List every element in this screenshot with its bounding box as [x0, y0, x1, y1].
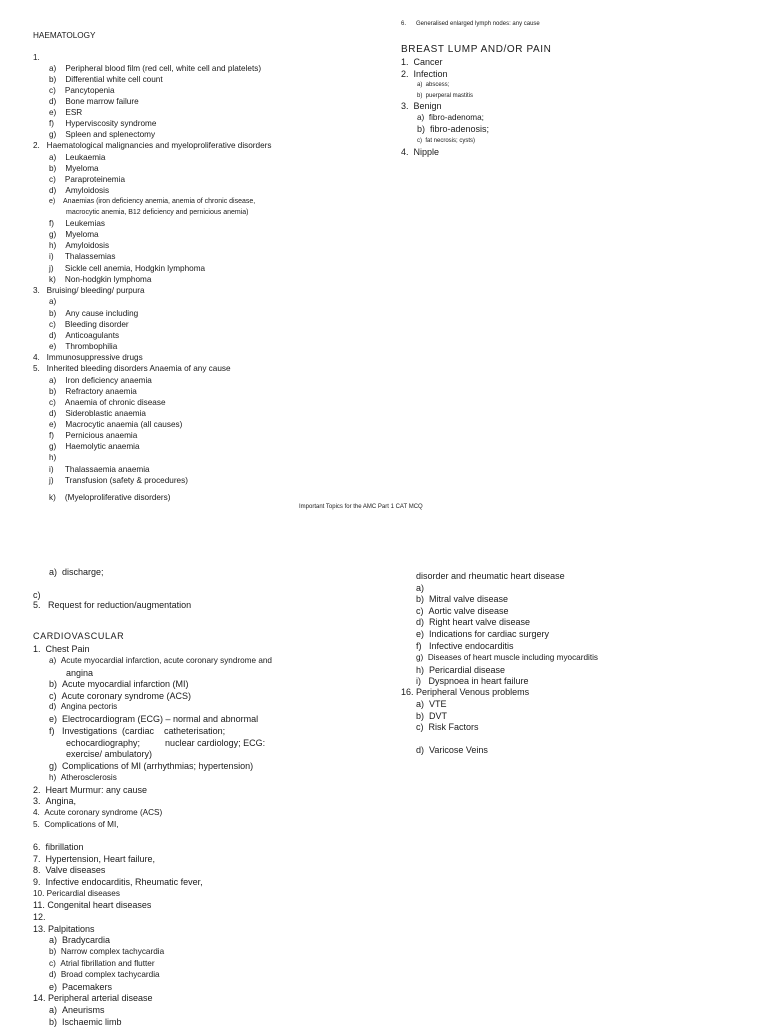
list-item: 14. Peripheral arterial disease: [33, 993, 153, 1003]
list-item: 13. Palpitations: [33, 924, 95, 934]
list-item: e) ESR: [49, 108, 83, 117]
list-item: 9. Infective endocarditis, Rheumatic fever,: [33, 877, 203, 887]
list-item: k) (Myeloproliferative disorders): [49, 493, 171, 502]
list-item: c) Aortic valve disease: [416, 606, 509, 616]
list-item: 16. Peripheral Venous problems: [401, 687, 530, 697]
list-item: e) Macrocytic anaemia (all causes): [49, 420, 183, 429]
list-item: e) Electrocardiogram (ECG) – normal and abnormal: [49, 714, 259, 724]
list-item: f) Investigations (cardiac catheterisation;: [49, 726, 226, 736]
list-item: 3. Bruising/ bleeding/ purpura: [33, 286, 145, 295]
list-item: h) Atherosclerosis: [49, 773, 117, 782]
list-item: f) Infective endocarditis: [416, 641, 514, 651]
list-item: a) fibro-adenoma;: [417, 113, 484, 122]
list-item: d) Sideroblastic anaemia: [49, 409, 146, 418]
list-item: d) Angina pectoris: [49, 702, 118, 711]
list-item: 3. Angina,: [33, 796, 77, 806]
list-item: h): [49, 453, 57, 462]
list-item: a) Bradycardia: [49, 935, 111, 945]
list-item: 5. Inherited bleeding disorders Anaemia of any cause: [33, 364, 231, 373]
list-item: c) Risk Factors: [416, 722, 479, 732]
list-item: h) Pericardial disease: [416, 665, 506, 675]
list-item: j) Transfusion (safety & procedures): [49, 476, 188, 485]
list-item: d) Varicose Veins: [416, 745, 488, 755]
list-item: b) Differential white cell count: [49, 75, 163, 84]
lymph-nodes-note: 6. Generalised enlarged lymph nodes: any cause: [401, 21, 540, 27]
list-item: CARDIOVASCULAR: [33, 631, 125, 641]
list-item: 1. Chest Pain: [33, 644, 90, 654]
list-item: 1. Cancer: [401, 57, 443, 67]
list-item: 4. Immunosuppressive drugs: [33, 353, 143, 362]
list-item: 2. Infection: [401, 69, 448, 79]
list-item: 5. Request for reduction/augmentation: [33, 600, 192, 610]
list-item: b) Mitral valve disease: [416, 594, 509, 604]
list-item: a) Iron deficiency anaemia: [49, 376, 152, 385]
list-item: i) Thalassaemia anaemia: [49, 465, 150, 474]
list-item: c) Atrial fibrillation and flutter: [49, 959, 155, 968]
list-item: c) Pancytopenia: [49, 86, 115, 95]
list-item: i) Dyspnoea in heart failure: [416, 676, 529, 686]
list-item: echocardiography; nuclear cardiology; ECG:: [66, 738, 266, 748]
list-item: e) Anaemias (iron deficiency anemia, anemia of chronic disease,: [49, 198, 256, 205]
list-item: a) Leukaemia: [49, 153, 106, 162]
breast-section-heading: BREAST LUMP AND/OR PAIN: [401, 44, 552, 55]
haematology-heading: HAEMATOLOGY: [33, 31, 96, 40]
list-item: a) Acute myocardial infarction, acute coronary syndrome and: [49, 656, 272, 665]
list-item: d) Right heart valve disease: [416, 617, 531, 627]
list-item: macrocytic anemia, B12 deficiency and pernicious anemia): [66, 209, 249, 216]
list-item: a) Aneurisms: [49, 1005, 105, 1015]
list-item: 2. Heart Murmur: any cause: [33, 785, 148, 795]
list-item: c) Paraproteinemia: [49, 175, 125, 184]
list-item: c) Acute coronary syndrome (ACS): [49, 691, 192, 701]
page-title: Important Topics for the AMC Part 1 CAT MCQ: [299, 504, 423, 510]
list-item: h) Amyloidosis: [49, 241, 110, 250]
list-item: b) Refractory anaemia: [49, 387, 137, 396]
list-item: e) Indications for cardiac surgery: [416, 629, 550, 639]
list-item: a) abscess;: [417, 82, 450, 88]
list-item: 8. Valve diseases: [33, 865, 106, 875]
list-item: a): [416, 583, 425, 593]
list-item: c) fat necrosis; cysts): [417, 138, 476, 144]
list-item: g) Myeloma: [49, 230, 99, 239]
list-item: g) Haemolytic anaemia: [49, 442, 140, 451]
list-item: b) Ischaemic limb: [49, 1017, 122, 1027]
list-item: d) Bone marrow failure: [49, 97, 139, 106]
list-item: e) Thrombophilia: [49, 342, 118, 351]
list-item: f) Hyperviscosity syndrome: [49, 119, 157, 128]
list-item: e) Pacemakers: [49, 982, 113, 992]
list-item: a) VTE: [416, 699, 447, 709]
list-item: 3. Benign: [401, 101, 442, 111]
list-item: b) Any cause including: [49, 309, 139, 318]
list-item: 10. Pericardial diseases: [33, 889, 120, 898]
list-item: angina: [66, 668, 94, 678]
list-item: 7. Hypertension, Heart failure,: [33, 854, 156, 864]
list-item: b) DVT: [416, 711, 448, 721]
list-item: a): [49, 297, 57, 306]
list-item: i) Thalassemias: [49, 252, 116, 261]
list-item: exercise/ ambulatory): [66, 749, 153, 759]
list-item: 4. Acute coronary syndrome (ACS): [33, 808, 163, 817]
list-item: g) Diseases of heart muscle including myocarditis: [416, 653, 599, 662]
list-item: 2. Haematological malignancies and myeloproliferative disorders: [33, 141, 272, 150]
list-item: j) Sickle cell anemia, Hodgkin lymphoma: [49, 264, 206, 273]
list-item: b) Narrow complex tachycardia: [49, 947, 165, 956]
list-item: f) Pernicious anaemia: [49, 431, 138, 440]
list-item: b) puerperal mastitis: [417, 93, 474, 99]
list-item: g) Spleen and splenectomy: [49, 130, 156, 139]
list-item: a) Peripheral blood film (red cell, white cell and platelets): [49, 64, 262, 73]
list-item: 5. Complications of MI,: [33, 820, 119, 829]
list-item: c) Bleeding disorder: [49, 320, 129, 329]
list-item: 1.: [33, 53, 40, 62]
list-item: d) Anticoagulants: [49, 331, 120, 340]
list-item: c) Anaemia of chronic disease: [49, 398, 166, 407]
list-item: g) Complications of MI (arrhythmias; hypertension): [49, 761, 254, 771]
list-item: d) Amyloidosis: [49, 186, 110, 195]
list-item: d) Broad complex tachycardia: [49, 970, 160, 979]
list-item: disorder and rheumatic heart disease: [416, 571, 565, 581]
list-item: f) Leukemias: [49, 219, 105, 228]
list-item: b) Myeloma: [49, 164, 99, 173]
list-item: 4. Nipple: [401, 147, 440, 157]
list-item: b) Acute myocardial infarction (MI): [49, 679, 189, 689]
list-item: k) Non-hodgkin lymphoma: [49, 275, 152, 284]
list-item: 6. fibrillation: [33, 842, 84, 852]
list-item: c): [33, 590, 41, 600]
list-item: 12.: [33, 912, 46, 922]
list-item: 11. Congenital heart diseases: [33, 900, 152, 910]
list-item: a) discharge;: [49, 567, 104, 577]
list-item: b) fibro-adenosis;: [417, 124, 490, 134]
